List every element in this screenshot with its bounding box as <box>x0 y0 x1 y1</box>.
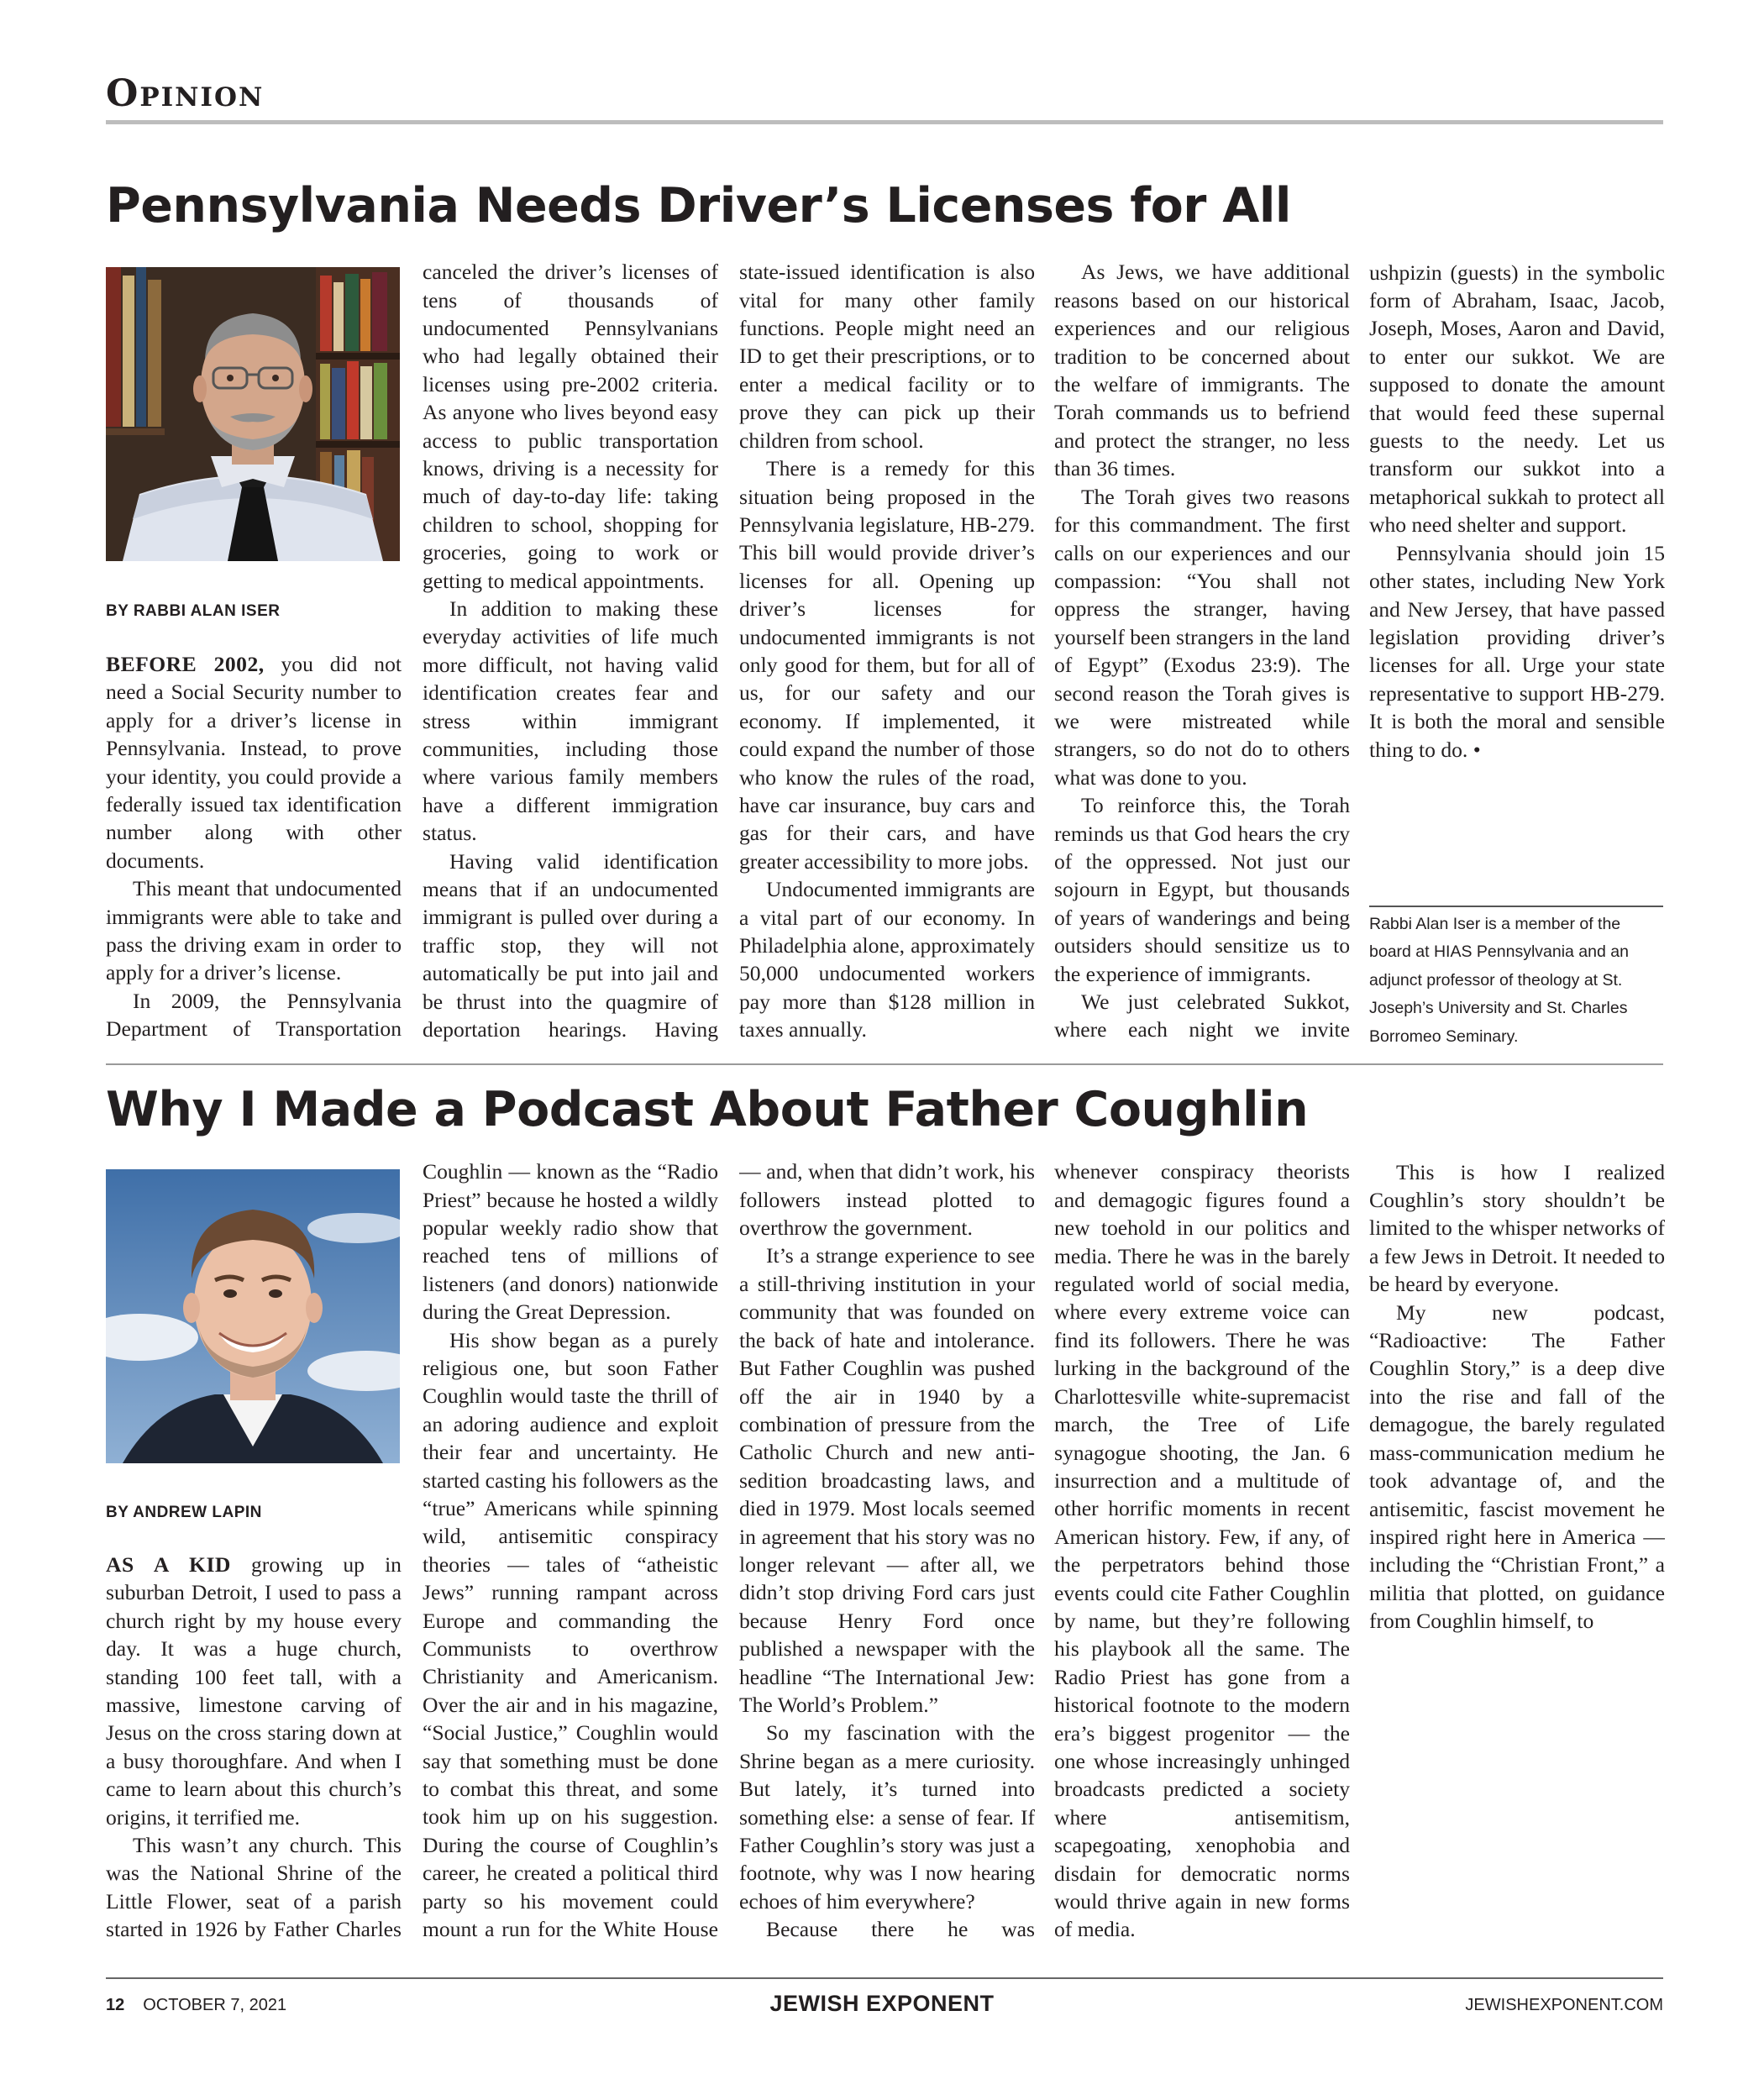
article2-paragraph: whenever conspiracy theorists and demagogic figures found a new toehold in our politics and media. There he was in the barely regulated world of social media, where every extreme voice can find its followers. There he was lurking in the background of the Charlottesville white-supremacist march, the Tree of Life synagogue shooting, the Jan. 6 insurrection and a multitude of other horrific moments in recent American history. Few, if any, of the perpetrators behind those events could cite Father Coughlin by name, but they’re following his playbook all the same. The Radio Priest has gone from a historical footnote to the modern era’s biggest progenitor — the one whose increasingly unhinged broadcasts predicted a society where antisemitism, scapegoating, xenophobia and disdain for democratic norms would thrive again in new forms of media. <box>1054 1159 1350 1942</box>
author-photo-alan-iser <box>106 267 400 561</box>
article2-column-5 <box>1369 1158 1665 1943</box>
article2-paragraph: Because there he was <box>766 1917 1035 1942</box>
section-label: Opinion <box>106 72 265 115</box>
article2-body-continued <box>1369 1158 1665 1635</box>
article1-headline: Pennsylvania Needs Driver’s Licenses for All <box>106 178 1291 234</box>
article2-column-3 <box>739 1158 1035 1943</box>
article1-paragraph: As Jews, we have additional reasons based on our historical experiences and our religious tradition to be concerned about the welfare of immigrants. The Torah commands us to befriend and protect the stranger, no less than 36 times. <box>1054 260 1350 481</box>
article2-byline: BY ANDREW LAPIN <box>106 1504 262 1521</box>
article1-paragraph: Having valid identification means that if an undocumented immigrant is pulled over during a traffic stop, they will not automatically be put into jail and be thrust into the quagmire of deportation hearings. Having <box>423 848 718 1042</box>
article2-body-continued <box>1054 1158 1350 1943</box>
article1-paragraph: To reinforce this, the Torah reminds us that God hears the cry of the oppressed. Not just our sojourn in Egypt, but thousands of years of wanderings and being outsiders should sensitize us to the experience of immigrants. <box>1054 793 1350 986</box>
article2-paragraph: My new podcast, “Radioactive: The Father Coughlin Story,” is a deep dive into the rise and fall of the demagogue, the barely regulated mass-communication medium he took advantage of, and the antisemitic, fascist movement he inspired right here in America — including the “Christian Front,” a militia that plotted, on guidance from Coughlin himself, to <box>1369 1299 1665 1634</box>
article1-lead: BEFORE 2002, <box>106 652 265 676</box>
article1-paragraph: Pennsylvania should join 15 other states, including New York and New Jersey, that have passed legislation providing driver’s licenses for all. Urge your state representative to support HB-279. It is both the moral and sensible thing to do. • <box>1369 540 1665 762</box>
article2-column-2 <box>423 1158 718 1943</box>
article1-body-continued <box>1369 258 1665 764</box>
article1-body-continued <box>1054 258 1350 1043</box>
article2-column-4 <box>1054 1158 1350 1943</box>
article1-column-2 <box>423 258 718 1043</box>
article1-column-1 <box>106 650 402 1043</box>
article1-body <box>106 650 402 1043</box>
article2-body <box>106 1551 402 1944</box>
article2-headline: Why I Made a Podcast About Father Coughlin <box>106 1082 1309 1137</box>
article1-column-5 <box>1369 258 1665 875</box>
article-divider <box>106 1063 1663 1065</box>
article2-paragraph: It’s a strange experience to see a still-thriving institution in your community that was founded on the back of hate and intolerance. But Father Coughlin was pushed off the air in 1940 by a combination of pressure from the Catholic Church and new anti-sedition broadcasting laws, and died in 1979. Most locals seemed in agreement that his story was no longer relevant — after all, we didn’t stop driving Ford cars just because Henry Ford once published a newspaper with the headline “The International Jew: The World’s Problem.” <box>739 1243 1035 1717</box>
issue-date: OCTOBER 7, 2021 <box>143 1996 287 2014</box>
article2-paragraph: This wasn’t any church. This was the National Shrine of the Little Flower, seat of a parish started in 1926 by Father Charles <box>106 1833 402 1942</box>
article1-author-bio: Rabbi Alan Iser is a member of the board at HIAS Pennsylvania and an adjunct professor of theology at St. Joseph’s University and St. Charles Borromeo Seminary. <box>1369 915 1629 1046</box>
bio-rule <box>1369 906 1663 907</box>
article2-body-continued <box>739 1158 1035 1943</box>
article1-paragraph: state-issued identification is also vital for many other family functions. People might need an ID to get their prescriptions, or to enter a medical facility or to prove they can pick up their children from school. <box>739 260 1035 453</box>
article1-paragraph: ushpizin (guests) in the symbolic form of Abraham, Isaac, Jacob, Joseph, Moses, Aaron and David, to enter our sukkot. We are supposed to donate the amount that would feed these supernal guests to the needy. Let us transform our sukkot into a metaphorical sukkah to protect all who need shelter and support. <box>1369 260 1665 538</box>
article2-body-continued <box>423 1158 718 1943</box>
publication-name: JEWISH EXPONENT <box>769 1991 995 2016</box>
article2-lead: AS A KID <box>106 1552 231 1577</box>
section-rule <box>106 120 1663 124</box>
article1-byline: BY RABBI ALAN ISER <box>106 602 281 620</box>
article2-column-1 <box>106 1551 402 1944</box>
article2-paragraph: AS A KID growing up in suburban Detroit, I used to pass a church right by my house every day. It was a huge church, standing 100 feet tall, with a massive, limestone carving of Jesus on the cross staring down at a busy thoroughfare. And when I came to learn about this church’s origins, it terrified me. <box>106 1552 402 1830</box>
article1-body-continued <box>739 258 1035 1043</box>
article1-paragraph: There is a remedy for this situation being proposed in the Pennsylvania legislature, HB-279. This bill would provide driver’s licenses for all. Opening up driver’s licenses for undocumented immigrants is not only good for them, but for all of us, for our safety and our economy. If implemented, it could expand the number of those who know the rules of the road, have car insurance, buy cars and gas for their cars, and have greater accessibility to more jobs. <box>739 456 1035 874</box>
article1-paragraph: BEFORE 2002, you did not need a Social Security number to apply for a driver’s license in Pennsylvania. Instead, to prove your identity, you could provide a federally issued tax identification number along with other documents. <box>106 652 402 873</box>
article1-paragraph: In addition to making these everyday activities of life much more difficult, not having valid identification creates fear and stress within immigrant communities, including those where various family members have a different immigration status. <box>423 596 718 846</box>
article2-paragraph: His show began as a purely religious one, but soon Father Coughlin would taste the thrill of an adoring audience and exploit their fear and uncertainty. He started casting his followers as the “true” Americans while spinning wild, antisemitic conspiracy theories — tales of “atheistic Jews” running rampant across Europe and commanding the Communists to overthrow Christianity and Americanism. Over the air and in his magazine, “Social Justice,” Coughlin would say that something must be done to combat this threat, and some took him up on his suggestion. During the course of Coughlin’s career, he created a political third party so his movement could mount a run for the White House <box>423 1327 718 1942</box>
website-link[interactable]: JEWISHEXPONENT.COM <box>1465 1996 1663 2014</box>
author-photo-andrew-lapin <box>106 1169 400 1463</box>
article1-paragraph: The Torah gives two reasons for this commandment. The first calls on our experiences and our compassion: “You shall not oppress the stranger, having yourself been strangers in the land of Egypt” (Exodus 23:9). The second reason the Torah gives is we were mistreated while strangers, so do not do to others what was done to you. <box>1054 484 1350 790</box>
article1-body-continued <box>423 258 718 1043</box>
article2-paragraph: Coughlin — known as the “Radio Priest” because he hosted a wildly popular weekly radio show that reached tens of millions of listeners (and donors) nationwide during the Great Depression. <box>423 1159 718 1325</box>
article2-paragraph: So my fascination with the Shrine began as a mere curiosity. But lately, it’s turned into something else: a sense of fear. If Father Coughlin’s story was just a footnote, why was I now hearing echoes of him everywhere? <box>739 1720 1035 1914</box>
page-number: 12 <box>106 1996 125 2014</box>
article1-paragraph: Undocumented immigrants are a vital part of our economy. In Philadelphia alone, approximately 50,000 undocumented workers pay more than $128 million in taxes annually. <box>739 877 1035 1042</box>
article1-paragraph: This meant that undocumented immigrants were able to take and pass the driving exam in order to apply for a driver’s license. <box>106 876 402 985</box>
article2-paragraph: — and, when that didn’t work, his followers instead plotted to overthrow the government. <box>739 1159 1035 1241</box>
article2-paragraph: This is how I realized Coughlin’s story shouldn’t be limited to the whisper networks of a few Jews in Detroit. It needed to be heard by everyone. <box>1369 1159 1665 1297</box>
article1-column-3 <box>739 258 1035 1043</box>
article1-paragraph: We just celebrated Sukkot, where each night we invite <box>1054 990 1350 1042</box>
article1-paragraph: canceled the driver’s licenses of tens of thousands of undocumented Pennsylvanians who had legally obtained their licenses using pre-2002 criteria. As anyone who lives beyond easy access to public transportation knows, driving is a necessity for much of day-to-day life: taking children to school, shopping for groceries, going to work or getting to medical appointments. <box>423 260 718 593</box>
article1-column-4 <box>1054 258 1350 1043</box>
article1-paragraph: In 2009, the Pennsylvania Department of Transportation <box>106 988 402 1042</box>
footer-rule <box>106 1977 1663 1979</box>
